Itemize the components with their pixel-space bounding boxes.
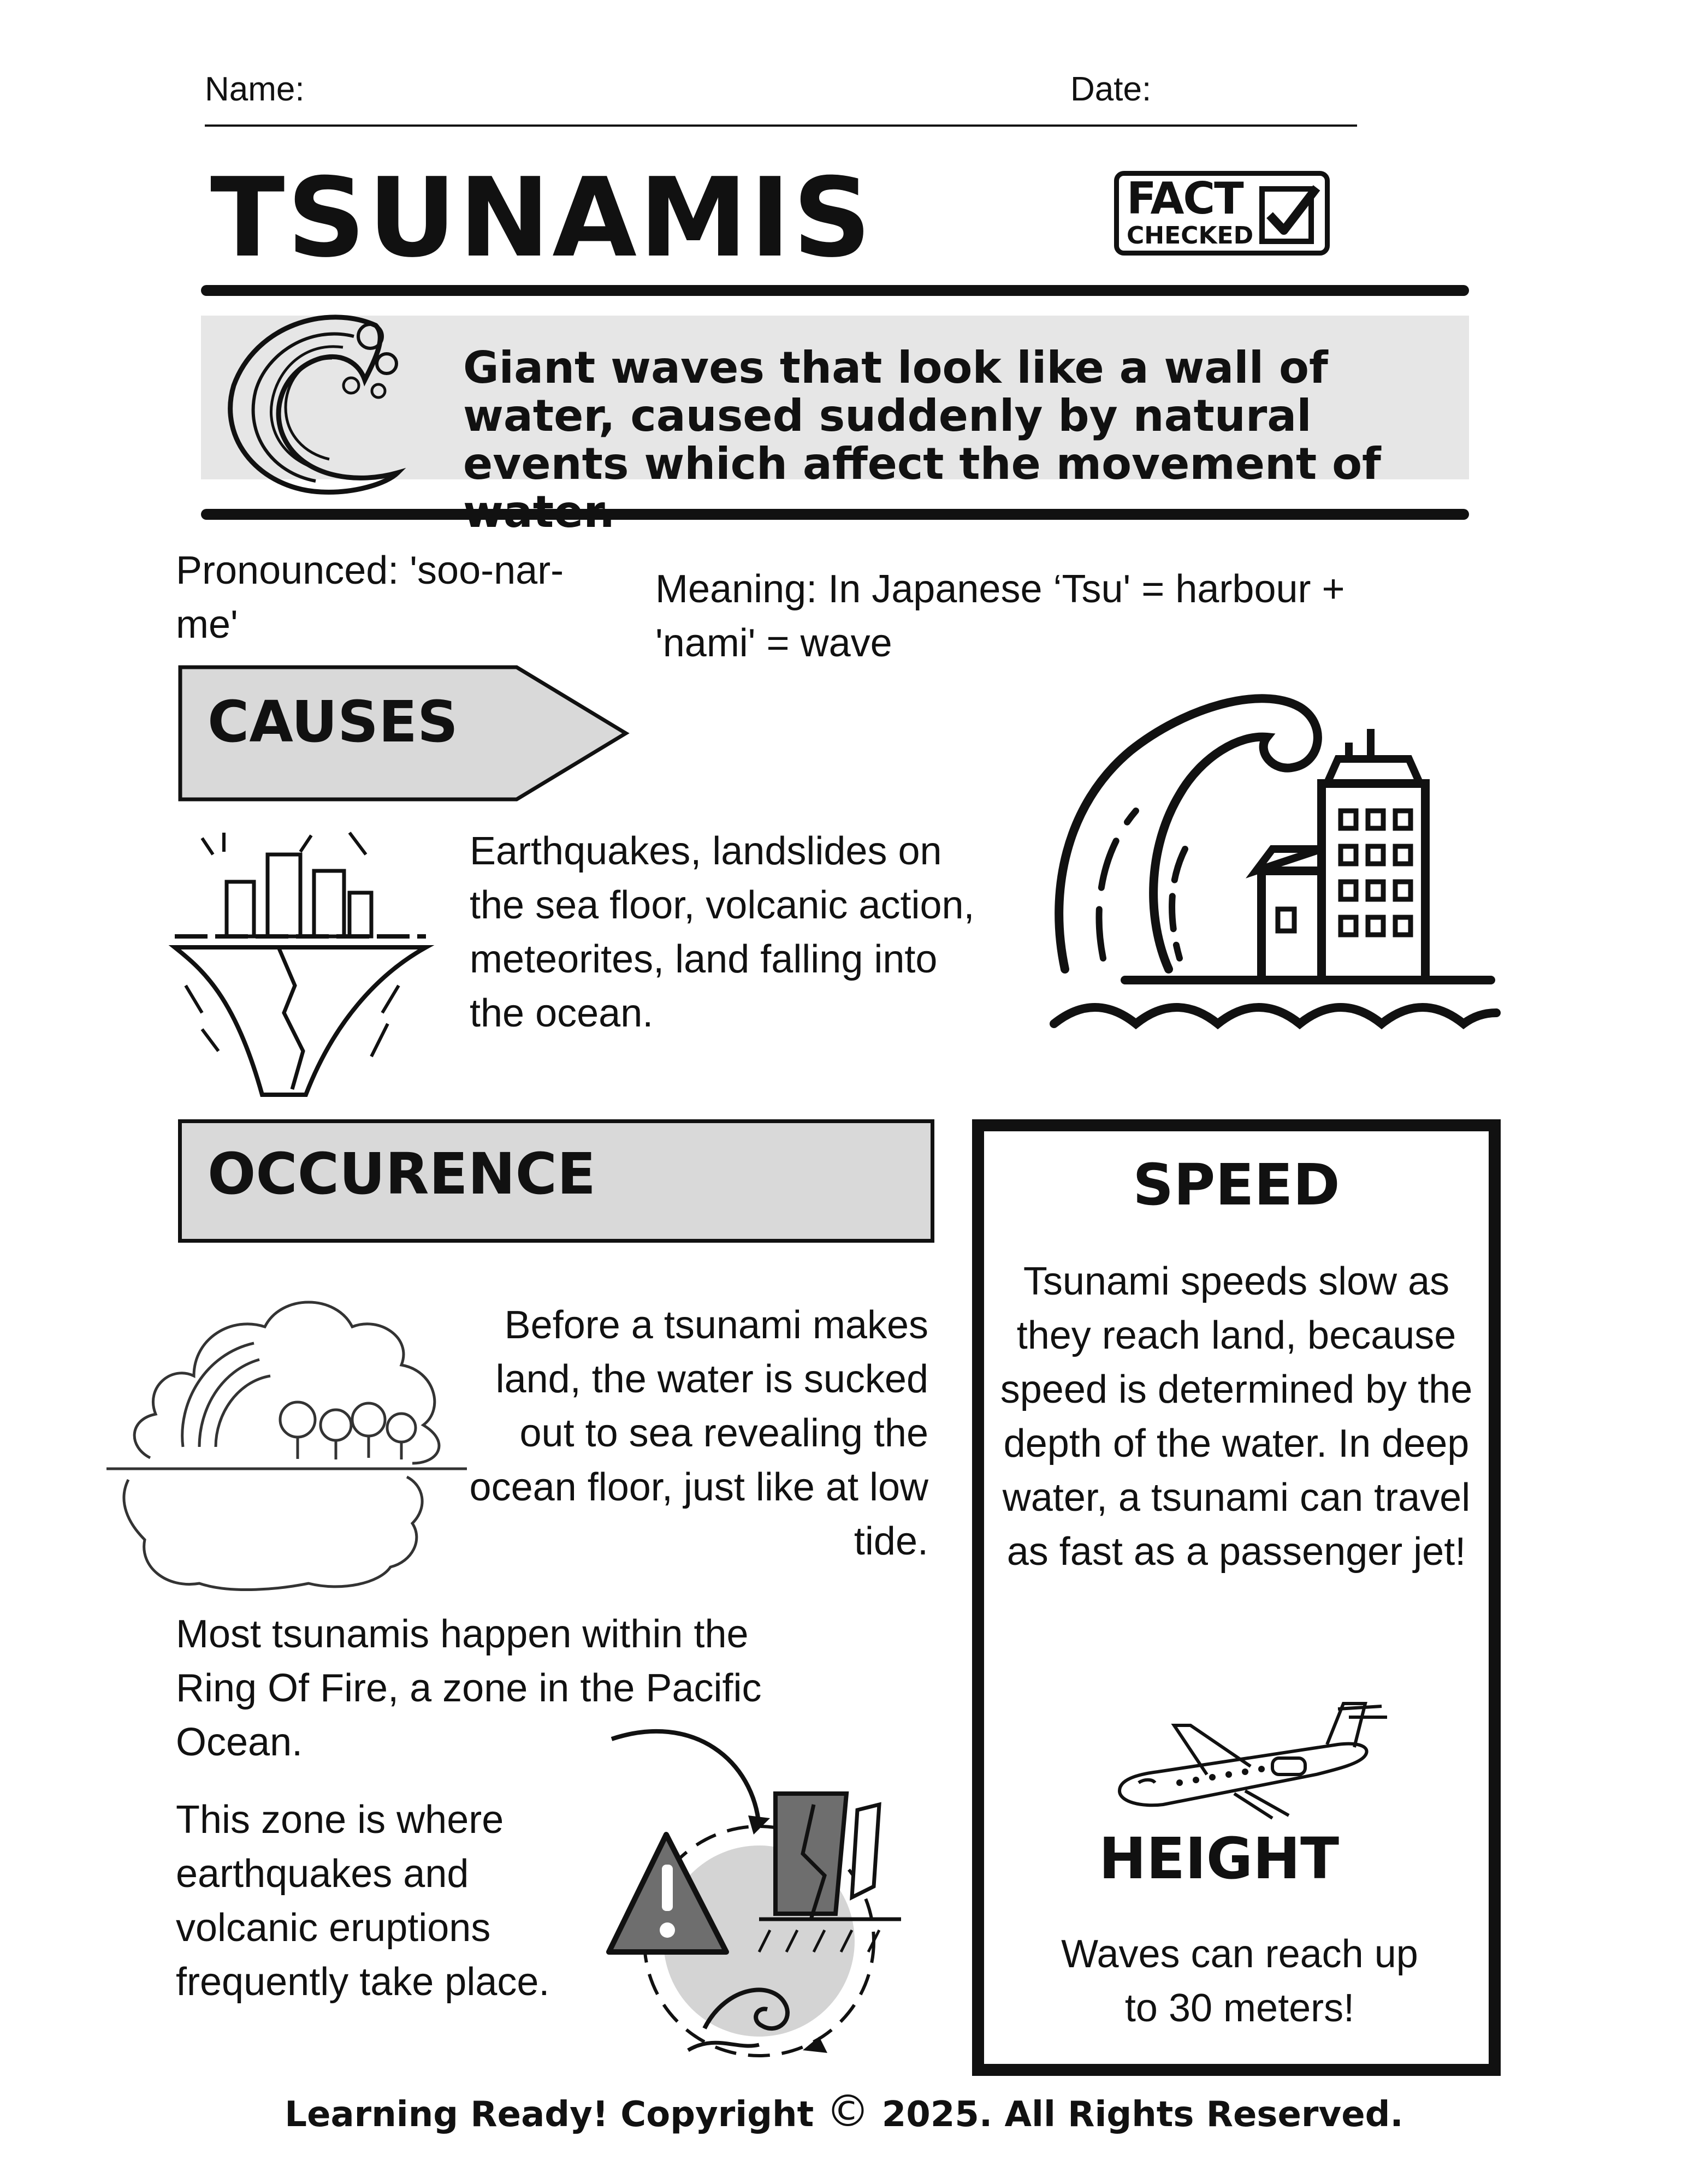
causes-heading: CAUSES — [208, 689, 458, 755]
ring-of-fire-icon — [595, 1723, 923, 2067]
date-label: Date: — [1070, 70, 1152, 108]
wave-icon — [212, 304, 403, 506]
occurrence-text-3: This zone is where earthquakes and volcanic eruptions frequently take place. — [176, 1798, 550, 2004]
definition-text: Giant waves that look like a wall of water, caused suddenly by natural events which affect the movement of — [463, 342, 1381, 489]
occurrence-text-1: Before a tsunami makes land, the water is sucked out to sea revealing the ocean floor, just like at low tide. — [469, 1303, 928, 1563]
height-text: Waves can reach up to 30 meters! — [1061, 1932, 1418, 2030]
bottom-rule — [201, 509, 1469, 520]
causes-text: Earthquakes, landslides on the sea floor, volcanic action, meteorites, land falling into the ocean. — [470, 829, 975, 1035]
fact-checked-badge — [1114, 171, 1330, 256]
footer-before: Learning Ready! Copyright — [285, 2094, 814, 2135]
passenger-jet-icon — [1109, 1693, 1393, 1818]
occurrence-heading: OCCURENCE — [208, 1141, 596, 1207]
speed-heading: SPEED — [1133, 1152, 1340, 1218]
footer-after: 2025. All Rights Reserved. — [881, 2094, 1403, 2135]
check-icon — [1260, 183, 1320, 245]
wave-trees-sketch — [106, 1283, 467, 1594]
name-label: Name: — [205, 70, 305, 108]
pronounced-text: Pronounced: 'soo-nar-me' — [176, 549, 564, 646]
copyright-symbol: © — [826, 2086, 870, 2136]
top-rule — [201, 285, 1469, 296]
page-title: TSUNAMIS — [210, 155, 874, 282]
height-heading: HEIGHT — [1098, 1825, 1340, 1892]
crumbling-land-icon — [169, 833, 453, 1106]
name-date-line — [205, 124, 1357, 127]
copyright-footer — [0, 2086, 1688, 2136]
speed-text: Tsunami speeds slow as they reach land, because speed is determined by the depth of the water. In deep water, a tsunami can travel as fast as a passenger jet! — [1000, 1260, 1473, 1574]
badge-line1: FACT — [1127, 173, 1243, 224]
wave-building-icon — [1043, 685, 1502, 1035]
meaning-text: Meaning: In Japanese ‘Tsu' = harbour + 'nami' = wave — [655, 567, 1345, 665]
badge-line2: CHECKED — [1127, 222, 1254, 250]
occurrence-text-2: Most tsunamis happen within the Ring Of Fire, a zone in the Pacific Ocean. — [176, 1612, 762, 1764]
